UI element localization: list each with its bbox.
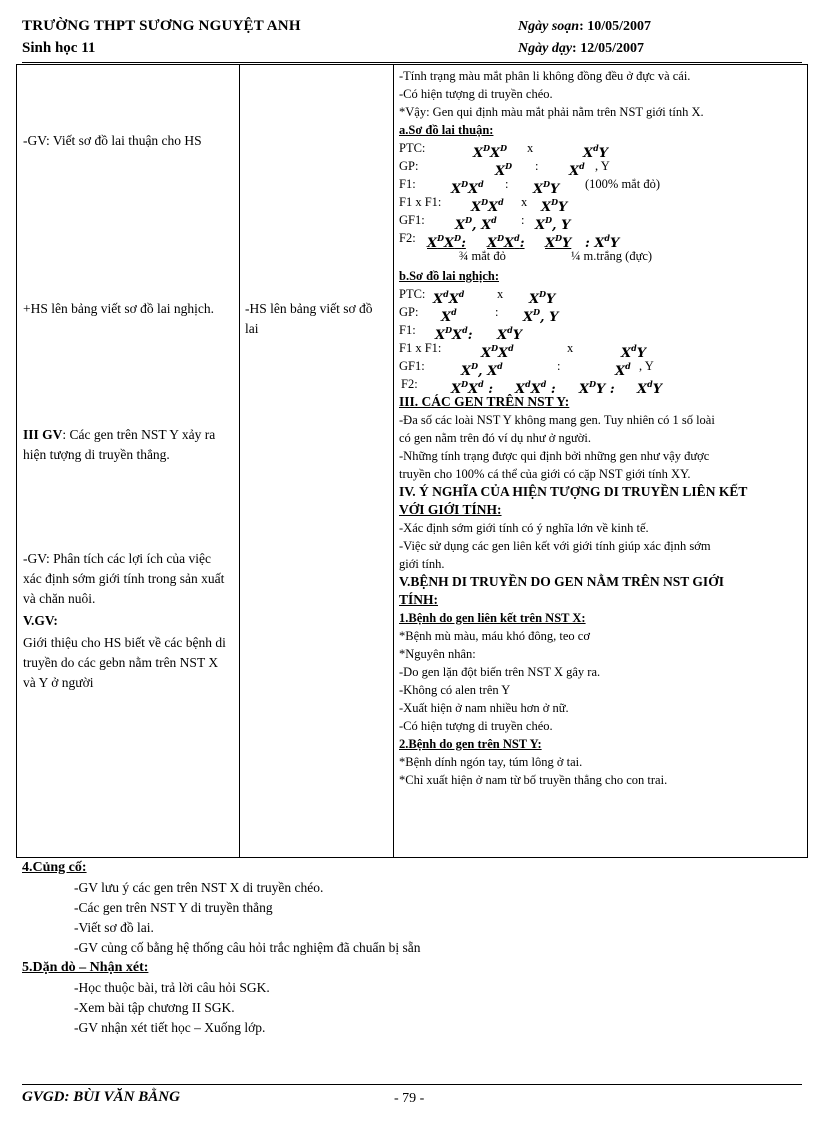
section-4-heading-cont: VỚI GIỚI TÍNH: [399, 502, 502, 517]
content-line: *Bệnh dính ngón tay, túm lông ở tai. [399, 755, 583, 769]
genotype: $X^DX^d$ [481, 343, 514, 361]
f1xf1-label: F1 x F1: [399, 341, 442, 355]
list-item: -GV củng cố bằng hệ thống câu hỏi trắc nghiệm đã chuẩn bị sẵn [74, 940, 421, 955]
cross-b-ptc [399, 285, 803, 307]
cross-a-f2-notes [399, 247, 803, 265]
teacher-activity-3-title: III GV [23, 427, 63, 442]
column-divider-1 [239, 65, 240, 857]
list-item: -Viết sơ đồ lai. [74, 920, 154, 935]
gamete: $X^D$, Y [535, 215, 571, 233]
gamete: $X^D$, Y [523, 307, 559, 325]
content-line: *Nguyên nhân: [399, 647, 476, 661]
list-item: -Các gen trên NST Y di truyền thẳng [74, 900, 273, 915]
gf1-label: GF1: [399, 359, 425, 373]
genotype: $X^DY$ [529, 289, 556, 307]
list-item: -Xem bài tập chương II SGK. [74, 1000, 235, 1015]
cross-a-gf1 [399, 211, 803, 233]
gamete: $X^D$, $X^d$ [461, 361, 503, 379]
content-line: -Đa số các loài NST Y không mang gen. Tuy nhiên có 1 số loài [399, 413, 715, 427]
cross-direct-heading: a.Sơ đồ lai thuận: [399, 123, 494, 137]
content-line: giới tính. [399, 557, 445, 571]
colon: : [535, 159, 539, 173]
section-5-title: 5.Dặn dò – Nhận xét: [22, 960, 149, 975]
cross-a-gp [399, 157, 803, 179]
column-divider-2 [393, 65, 394, 857]
genotype: $X^dY$ [497, 325, 522, 343]
cross-b-f2 [399, 375, 803, 397]
genotype: $X^dY$ [621, 343, 646, 361]
gf1-label: GF1: [399, 213, 425, 227]
f1-label: F1: [399, 177, 416, 191]
cross-b-gp [399, 303, 803, 325]
colon: : [505, 177, 509, 191]
content-line: -Xác định sớm giới tính có ý nghĩa lớn về kinh tế. [399, 521, 649, 535]
genotype: $X^DX^d$ [471, 197, 504, 215]
date-prepared [518, 19, 651, 35]
gamete-y: , Y [639, 359, 654, 373]
student-activity-1: -HS lên bảng viết sơ đồ lai [245, 301, 373, 336]
content-line: *Vậy: Gen qui định màu mắt phải nằm trên NST giới tính X. [399, 105, 704, 119]
content-line: -Xuất hiện ở nam nhiều hơn ở nữ. [399, 701, 569, 715]
section-3-heading: III. CÁC GEN TRÊN NST Y: [399, 394, 570, 409]
cross-sign: x [497, 287, 504, 301]
page-footer [22, 1084, 802, 1106]
gamete: $X^d$ [569, 161, 585, 179]
genotype: $X^dY$ [637, 379, 662, 397]
cross-b-f1 [399, 321, 803, 343]
cross-b-f1xf1 [399, 339, 803, 361]
ptc-label: PTC: [399, 287, 426, 301]
subject-name: Sinh học 11 [22, 40, 96, 56]
genotype: $X^dX^d$ [433, 289, 465, 307]
f2-label: F2: [401, 377, 418, 391]
content-line: -Có hiện tượng di truyền chéo. [399, 87, 553, 101]
ptc-label: PTC: [399, 141, 426, 155]
colon: : [557, 359, 561, 373]
colon: : [521, 213, 525, 227]
cross-a-f2 [399, 229, 803, 251]
content-line: -Tính trạng màu mắt phân li không đồng đều ở đực và cái. [399, 69, 691, 83]
genotype: $X^DX^d$: [487, 233, 525, 251]
gamete-y: , Y [595, 159, 610, 173]
section-4-heading: IV. Ý NGHĨA CỦA HIỆN TƯỢNG DI TRUYỀN LIÊN KẾT [399, 484, 748, 499]
lesson-table [16, 64, 808, 858]
gp-label: GP: [399, 305, 419, 319]
teacher-activity-2: +HS lên bảng viết sơ đồ lai nghịch. [23, 301, 214, 316]
genotype: $X^DX^D$ [473, 143, 508, 161]
cross-a-f1 [399, 175, 803, 197]
subsection-y-heading: 2.Bệnh do gen trên NST Y: [399, 737, 542, 751]
cross-a-f1xf1 [399, 193, 803, 215]
gamete: $X^D$ [495, 161, 513, 179]
genotype: $X^dY$ [583, 143, 608, 161]
list-item: -GV nhận xét tiết học – Xuống lớp. [74, 1020, 266, 1035]
content-line: *Bệnh mù màu, máu khó đông, teo cơ [399, 629, 590, 643]
f2-label: F2: [399, 231, 416, 245]
date-taught-value: : 12/05/2007 [572, 41, 644, 56]
genotype: $X^DY$ [545, 233, 572, 251]
page-number: - 79 - [394, 1091, 425, 1106]
page-header [22, 18, 802, 63]
section-4-title: 4.Củng cố: [22, 860, 87, 875]
list-item: -GV lưu ý các gen trên NST X di truyền chéo. [74, 880, 324, 895]
teacher-activity-3 [23, 425, 233, 465]
genotype: $X^DY$ [533, 179, 560, 197]
cross-b-gf1 [399, 357, 803, 379]
content-line: -Không có alen trên Y [399, 683, 511, 697]
f1-note: (100% mắt đỏ) [585, 177, 660, 191]
cross-sign: x [567, 341, 574, 355]
f1-label: F1: [399, 323, 416, 337]
genotype: $X^DX^d$ [451, 179, 484, 197]
teacher-activity-5: Giới thiệu cho HS biết về các bệnh di truyền do các gebn nằm trên NST X và Y ở người [23, 635, 226, 690]
teacher-activity-5-title: V.GV: [23, 613, 58, 628]
teacher-activity-3-text: : Các gen trên NST Y xảy ra hiện tượng di truyền thẳng. [23, 427, 216, 462]
date-prepared-label: Ngày soạn [518, 19, 580, 34]
genotype: $X^DX^d$ : [451, 379, 494, 397]
genotype: $X^DX^d$: [435, 325, 473, 343]
list-item: -Học thuộc bài, trả lời câu hỏi SGK. [74, 980, 270, 995]
f1xf1-label: F1 x F1: [399, 195, 442, 209]
genotype: $X^DY$ [541, 197, 568, 215]
f2-note-white: ¼ m.trắng (đực) [571, 249, 653, 263]
genotype: : $X^dY$ [585, 233, 620, 251]
content-line: -Những tính trạng được qui định bởi những gen như vậy được [399, 449, 710, 463]
cross-sign: x [521, 195, 528, 209]
teacher-activity-4: -GV: Phân tích các lợi ích của việc xác định sớm giới tính trong sản xuất và chăn nuôi. [23, 551, 225, 606]
cross-sign: x [527, 141, 534, 155]
teacher-activity-1: -GV: Viết sơ đồ lai thuận cho HS [23, 133, 202, 148]
gamete: $X^D$, $X^d$ [455, 215, 497, 233]
cross-a-ptc [399, 139, 803, 161]
lesson-closing [22, 858, 802, 1038]
date-taught [518, 41, 644, 57]
cross-reverse-heading: b.Sơ đồ lai nghịch: [399, 269, 500, 283]
section-5-heading: V.BỆNH DI TRUYỀN DO GEN NẰM TRÊN NST GIỚI [399, 574, 724, 589]
content-line: -Có hiện tượng di truyền chéo. [399, 719, 553, 733]
date-taught-label: Ngày dạy [518, 41, 573, 56]
content-line: truyền cho 100% cá thể của giới có cặp NST giới tính XY. [399, 467, 691, 481]
section-5-heading-cont: TÍNH: [399, 592, 439, 607]
gamete: $X^d$ [615, 361, 631, 379]
content-line: -Do gen lặn đột biến trên NST X gây ra. [399, 665, 601, 679]
date-prepared-value: : 10/05/2007 [579, 19, 652, 34]
colon: : [495, 305, 499, 319]
f2-note-red: ¾ mắt đỏ [459, 249, 506, 263]
gp-label: GP: [399, 159, 419, 173]
genotype: $X^DY$ : [579, 379, 615, 397]
content-line: *Chỉ xuất hiện ở nam từ bố truyền thẳng cho con trai. [399, 773, 668, 787]
content-line: -Việc sử dụng các gen liên kết với giới tính giúp xác định sớm [399, 539, 711, 553]
genotype: $X^dX^d$ : [515, 379, 556, 397]
subsection-x-heading: 1.Bệnh do gen liên kết trên NST X: [399, 611, 586, 625]
school-name: TRƯỜNG THPT SƯƠNG NGUYỆT ANH [22, 18, 301, 34]
content-line: có gen nằm trên đó ví dụ như ở người. [399, 431, 592, 445]
teacher-name: GVGD: BÙI VĂN BẰNG [22, 1089, 180, 1105]
genotype: $X^DX^D$: [427, 233, 466, 251]
gamete: $X^d$ [441, 307, 457, 325]
content-column [399, 67, 803, 789]
